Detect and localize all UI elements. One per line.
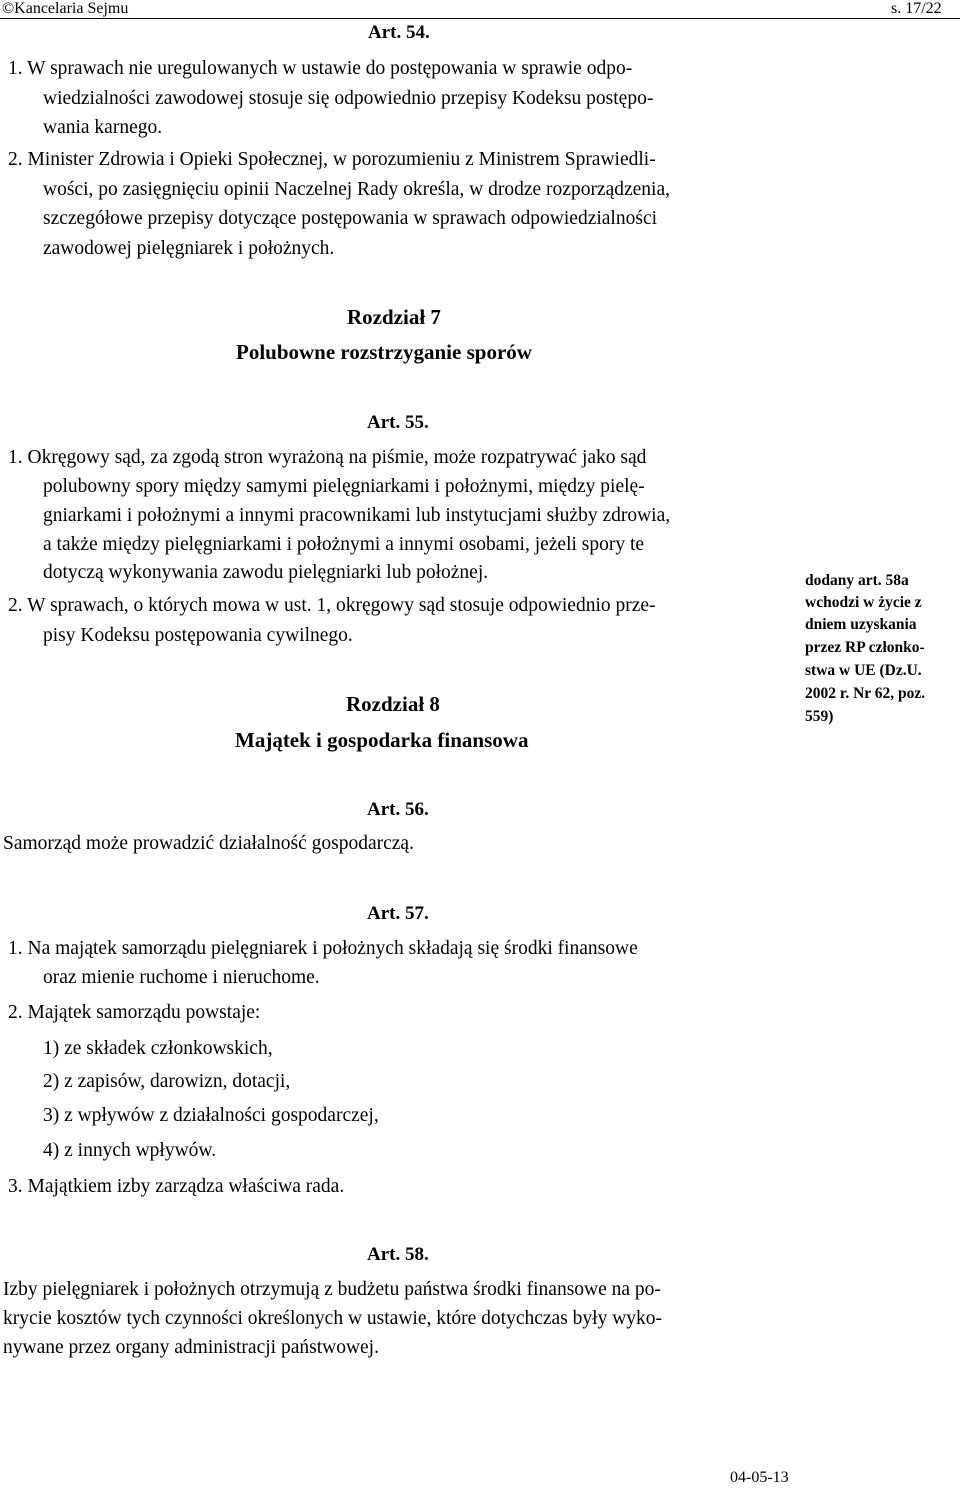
art-57-line: 1. Na majątek samorządu pielęgniarek i położnych składają się środki finansowe — [8, 938, 638, 959]
art-54-line: wania karnego. — [43, 117, 163, 138]
art-54-line: szczegółowe przepisy dotyczące postępowania w sprawach odpowiedzialności — [43, 208, 658, 229]
art-54-heading: Art. 54. — [368, 22, 430, 43]
art-54-line: 1. W sprawach nie uregulowanych w ustawie do postępowania w sprawie odpo- — [8, 58, 633, 79]
header-rule — [0, 18, 960, 19]
side-note-line: wchodzi w życie z — [805, 594, 922, 611]
art-57-line: 3. Majątkiem izby zarządza właściwa rada. — [8, 1176, 345, 1197]
chapter-7-title: Polubowne rozstrzyganie sporów — [236, 340, 532, 364]
art-55-line: dotyczą wykonywania zawodu pielęgniarki lub położnej. — [43, 562, 489, 583]
art-55-line: polubowny spory między samymi pielęgniarkami i położnymi, między pielę- — [43, 476, 645, 497]
art-58-line: krycie kosztów tych czynności określonych w ustawie, które dotychczas były wyko- — [3, 1308, 663, 1329]
art-55-line: pisy Kodeksu postępowania cywilnego. — [43, 625, 353, 646]
chapter-8-title: Majątek i gospodarka finansowa — [235, 728, 529, 752]
side-note-line: 2002 r. Nr 62, poz. — [805, 685, 926, 702]
art-57-line: 3) z wpływów z działalności gospodarczej, — [43, 1105, 379, 1126]
art-57-heading: Art. 57. — [367, 903, 429, 924]
chapter-8-number: Rozdział 8 — [346, 692, 440, 716]
art-54-line: zawodowej pielęgniarek i położnych. — [43, 238, 335, 259]
art-55-line: 2. W sprawach, o których mowa w ust. 1, okręgowy sąd stosuje odpowiednio prze- — [8, 595, 656, 616]
art-55-heading: Art. 55. — [367, 412, 429, 433]
art-54-line: 2. Minister Zdrowia i Opieki Społecznej, w porozumieniu z Ministrem Sprawiedli- — [8, 149, 656, 170]
art-55-line: a także między pielęgniarkami i położnymi a innymi osobami, jeżeli spory te — [43, 534, 645, 555]
art-56-line: Samorząd może prowadzić działalność gospodarczą. — [3, 833, 414, 854]
art-56-heading: Art. 56. — [367, 799, 429, 820]
art-57-line: 4) z innych wpływów. — [43, 1140, 217, 1161]
art-55-line: 1. Okręgowy sąd, za zgodą stron wyrażoną na piśmie, może rozpatrywać jako sąd — [8, 447, 647, 468]
side-note-line: przez RP członko- — [805, 639, 925, 656]
side-note-line: 559) — [805, 708, 834, 725]
art-54-line: wości, po zasięgnięciu opinii Naczelnej Rady określa, w drodze rozporządzenia, — [43, 179, 670, 200]
side-note-line: dniem uzyskania — [805, 616, 917, 633]
header-page-number: s. 17/22 — [891, 0, 942, 17]
art-58-line: Izby pielęgniarek i położnych otrzymują z budżetu państwa środki finansowe na po- — [3, 1279, 661, 1300]
header-source: ©Kancelaria Sejmu — [2, 0, 129, 17]
art-57-line: 2. Majątek samorządu powstaje: — [8, 1002, 261, 1023]
art-54-line: wiedzialności zawodowej stosuje się odpowiednio przepisy Kodeksu postępo- — [43, 88, 654, 109]
art-57-line: oraz mienie ruchome i nieruchome. — [43, 967, 320, 988]
art-57-line: 2) z zapisów, darowizn, dotacji, — [43, 1071, 291, 1092]
side-note-line: stwa w UE (Dz.U. — [805, 662, 922, 679]
chapter-7-number: Rozdział 7 — [347, 305, 441, 329]
art-57-line: 1) ze składek członkowskich, — [43, 1038, 273, 1059]
art-58-heading: Art. 58. — [367, 1244, 429, 1265]
art-55-line: gniarkami i położnymi a innymi pracownikami lub instytucjami służby zdrowia, — [43, 505, 671, 526]
footer-date: 04-05-13 — [730, 1469, 789, 1486]
art-58-line: nywane przez organy administracji państwowej. — [3, 1337, 379, 1358]
side-note-line: dodany art. 58a — [805, 572, 909, 589]
